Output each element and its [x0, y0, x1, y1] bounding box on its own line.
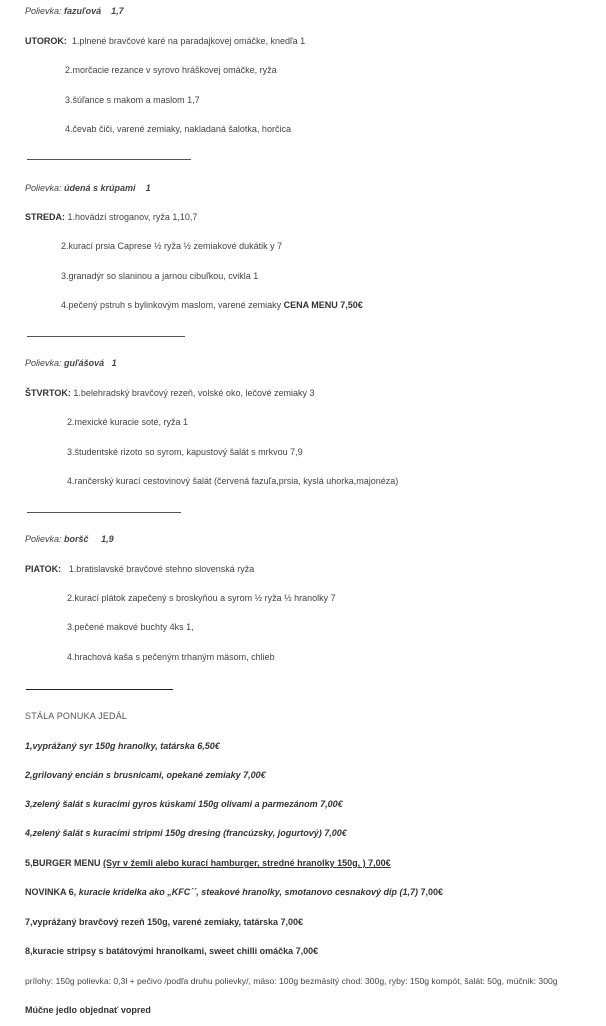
menu-item: 2.mexické kuracie soté, ryža 1: [67, 417, 189, 427]
soup-prefix: Polievka:: [25, 6, 65, 16]
section-divider: [26, 689, 173, 690]
standing-item: 1,vyprážaný syr 150g hranolky, tatárska 6,50€: [25, 741, 220, 751]
footer-note: Múčne jedlo objednať vopred: [25, 1005, 151, 1015]
soup-name: boršč: [64, 534, 89, 544]
soup-prefix: Polievka:: [25, 358, 65, 368]
menu-item: 2.kurací plátok zapečený s broskyňou a syrom ½ ryža ½ hranolky 7: [67, 593, 336, 603]
menu-item: 2.morčacie rezance v syrovo hráškovej omáčke, ryža: [65, 65, 277, 75]
menu-item: 3.študentské rizoto so syrom, kapustový šalát s mrkvou 7,9: [67, 447, 303, 457]
soup-line-wednesday: [25, 182, 151, 194]
soup-name: guľášová: [64, 358, 105, 368]
novinka-price: 7,00€: [417, 887, 444, 897]
burger-description: (Syr v žemli alebo kurací hamburger, stredné hranolky 150g, ) 7,00€: [103, 858, 391, 868]
soup-line-friday: [25, 533, 114, 545]
standing-item: 3,zelený šalát s kuracími gyros kúskami 150g olivami a parmezánom 7,00€: [25, 799, 343, 809]
soup-name: fazuľová: [64, 6, 102, 16]
menu-item: 1.bratislavské bravčové stehno slovenská ryža: [68, 564, 255, 574]
standing-item: 7,vyprážaný bravčový rezeň 150g, varené zemiaky, tatárska 7,00€: [25, 917, 304, 927]
standing-item-burger: [25, 857, 391, 869]
day-label-tuesday: UTOROK:: [25, 36, 67, 46]
day-label-wednesday: STREDA:: [25, 212, 65, 222]
section-divider: [27, 512, 181, 513]
standing-item-novinka: [25, 886, 443, 898]
menu-item: 1.plnené bravčové karé na paradajkovej omáčke, knedľa 1: [71, 36, 306, 46]
menu-item: 1.hovädzí stroganov, ryža 1,10,7: [67, 212, 198, 222]
soup-prefix: Polievka:: [25, 183, 65, 193]
menu-line: [25, 563, 254, 575]
soup-line-thursday: [25, 357, 117, 369]
menu-item: 3.pečené makové buchty 4ks 1,: [67, 622, 194, 632]
menu-price: CENA MENU 7,50€: [283, 300, 363, 310]
menu-line: [61, 299, 363, 311]
novinka-label: NOVINKA 6,: [25, 887, 79, 897]
menu-item: 3.granadýr so slaninou a jarnou cibuľkou, cvikla 1: [61, 271, 259, 281]
day-label-thursday: ŠTVRTOK:: [25, 388, 71, 398]
soup-allergens: 1,7: [111, 6, 124, 16]
menu-item: 2.kurací prsia Caprese ½ ryža ½ zemiakové dukátik y 7: [61, 241, 283, 251]
menu-item: 4.hrachová kaša s pečeným trhaným mäsom, chlieb: [67, 652, 275, 662]
section-divider: [27, 159, 191, 160]
soup-allergens: 1,9: [101, 534, 114, 544]
section-divider: [27, 336, 185, 337]
menu-item: 4.rančerský kurací cestovinový šalát (červená fazuľa,prsia, kyslá uhorka,majonéza): [67, 476, 399, 486]
menu-line: [25, 387, 314, 399]
standing-item: 4,zelený šalát s kuracími stripmi 150g dresing (francúzsky, jogurtový) 7,00€: [25, 828, 347, 838]
menu-line: [25, 35, 305, 47]
day-label-friday: PIATOK:: [25, 564, 62, 574]
standing-menu-heading: STÁLA PONUKA JEDÁL: [25, 711, 128, 721]
standing-item: 2,grilovaný encián s brusnicami, opekané zemiaky 7,00€: [25, 770, 266, 780]
menu-item: 3.šúľance s makom a maslom 1,7: [65, 95, 200, 105]
standing-item: 8,kuracie stripsy s batátovými hranolkami, sweet chilli omáčka 7,00€: [25, 946, 319, 956]
soup-allergens: 1: [145, 183, 151, 193]
menu-item: 4.pečený pstruh s bylinkovým maslom, varené zemiaky: [61, 300, 284, 310]
soup-prefix: Polievka:: [25, 534, 65, 544]
menu-line: [25, 211, 197, 223]
portion-info: prílohy: 150g polievka: 0,3l + pečivo /podľa druhu polievky/, mäso: 100g bezmäsitý chod: 300g, ryby: 150g kompót, šalát: 50g, múčnik: 300g: [25, 976, 558, 986]
soup-name: údená s krúpami: [64, 183, 136, 193]
soup-allergens: 1: [111, 358, 117, 368]
menu-item: 1.belehradský bravčový rezeň, volské oko, lečové zemiaky 3: [73, 388, 315, 398]
menu-item: 4.čevab čiči, varené zemiaky, nakladaná šalotka, horčica: [65, 124, 291, 134]
novinka-description: kuracie krídelka ako „KFC´´, steakové hranolky, smotanovo cesnakový dip (1,7): [78, 887, 418, 897]
burger-label: 5,BURGER MENU: [25, 858, 104, 868]
soup-line-tuesday: [25, 5, 124, 17]
